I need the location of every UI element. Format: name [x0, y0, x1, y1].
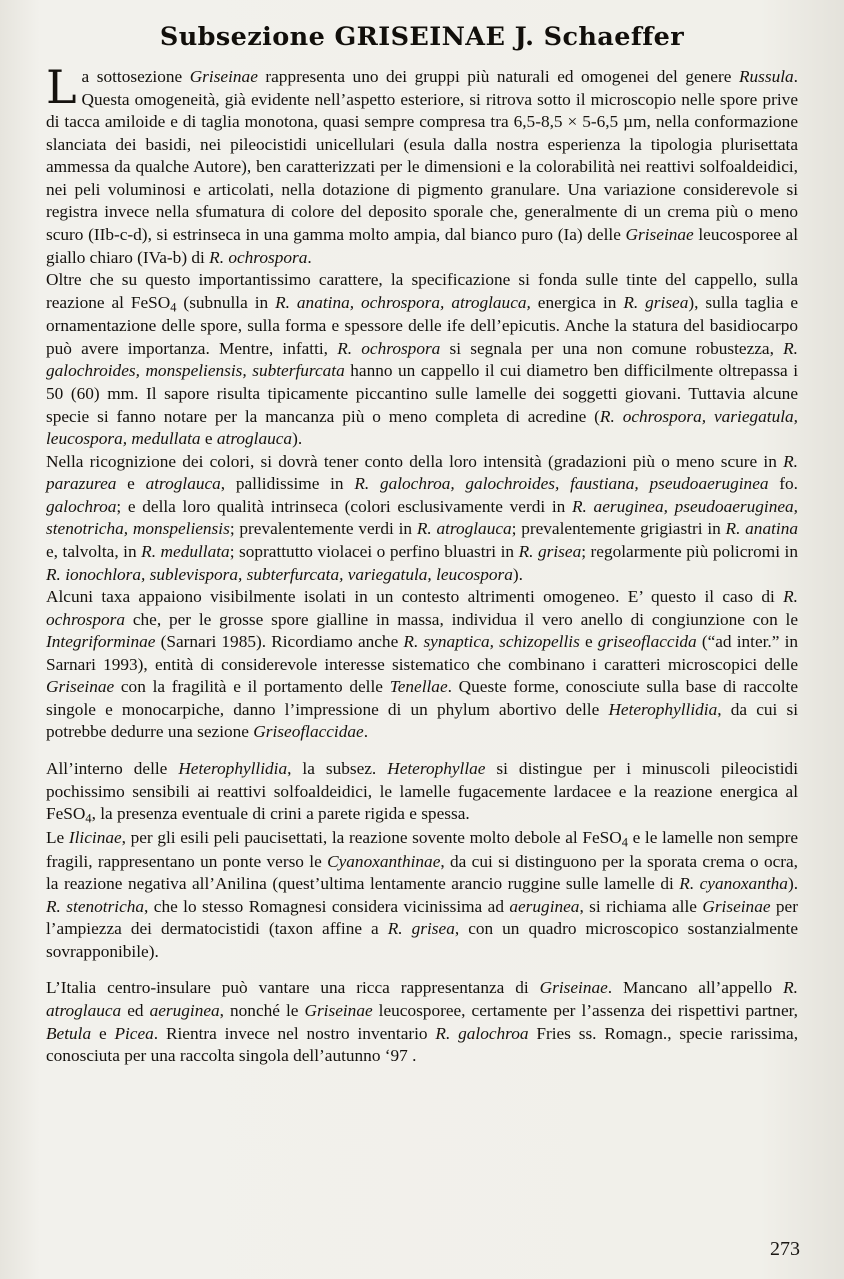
paragraph-2	[46, 269, 798, 451]
paragraph-6-text: Le Ilicinae, per gli esili peli paucisettati, la reazione sovente molto debole al FeSO$_4$ e le lamelle non sempre fragili, rappresentano un ponte verso le Cyanoxanthinae, da cui si distinguono per la sporata crema o ocra, la reazione negativa all’Anilina (quest’ultima lentamente arancio ruggine sulle lamelle di R. cyanoxantha). R. stenotricha, che lo stesso Romagnesi considera vicinissima ad aeruginea, si richiama alle Griseinae per l’ampiezza dei dermatocistidi (taxon affine a R. grisea, con un quadro microscopico sostanzialmente sovrapponibile).	[46, 827, 799, 961]
paragraph-7-text: L’Italia centro-insulare può vantare una ricca rappresentanza di Griseinae. Mancano all’appello R. atroglauca ed aeruginea, nonché le Griseinae leucosporee, certamente per l’assenza dei rispettivi partner, Betula e Picea. Rientra invece nel nostro inventario R. galochroa Fries ss. Romagn., specie rarissima, conosciuta per una raccolta singola dell’autunno ‘97 .	[46, 978, 799, 1066]
paragraph-4-text: Alcuni taxa appaiono visibilmente isolati in un contesto altrimenti omogeneo. E’ questo il caso di R. ochrospora che, per le grosse spore gialline in massa, individua il vero anello di congiunzione con le Integriforminae (Sarnari 1985). Ricordiamo anche R. synaptica, schizopellis e griseoflaccida (“ad inter.” in Sarnari 1993), entità di considerevole interesse sistematico che combinano i caratteri microscopici delle Griseinae con la fragilità e il portamento delle Tenellae. Queste forme, conosciute sulla base di raccolte singole e monocarpiche, danno l’impressione di un phylum abortivo delle Heterophyllidia, da cui si potrebbe dedurre una sezione Griseoflaccidae.	[46, 587, 799, 742]
paragraph-5	[46, 758, 798, 827]
drop-cap: L	[46, 60, 77, 114]
paragraph-7	[46, 977, 798, 1067]
page-title: Subsezione GRISEINAE J. Schaeffer	[159, 22, 685, 52]
paragraph-1	[46, 60, 799, 269]
paragraph-3-text: Nella ricognizione dei colori, si dovrà tener conto della loro intensità (gradazioni più o meno scure in R. parazurea e atroglauca, pallidissime in R. galochroa, galochroides, faustiana, pseudoaeruginea fo. galochroa; e della loro qualità intrinseca (colori esclusivamente verdi in R. aeruginea, pseudoaeruginea, stenotricha, monspeliensis; prevalentemente verdi in R. atroglauca; prevalentemente grigiastri in R. anatina e, talvolta, in R. medullata; soprattutto violacei o perfino bluastri in R. grisea; regolarmente più policromi in R. ionochlora, sublevispora, subterfurcata, variegatula, leucospora).	[46, 451, 798, 584]
paragraph-2-text: Oltre che su questo importantissimo carattere, la specificazione si fonda sulle tinte del cappello, sulla reazione al FeSO$_4$ (subnulla in R. anatina, ochrospora, atroglauca, energica in R. grisea), sulla taglia e ornamentazione delle spore, sulla forma e spessore delle ife dell’epicutis. Anche la statura del basidiocarpo può avere importanza. Mentre, infatti, R. ochrospora si segnala per una non comune robustezza, R. galochroides, monspeliensis, subterfurcata hanno un cappello il cui diametro ben difficilmente oltrepassa i 50 (60) mm. Il sapore risulta tipicamente piccantino sulle lamelle dei soggetti giovani. Tuttavia alcune specie si fanno notare per la mancanza più o meno completa di acredine (R. ochrospora, variegatula, leucospora, medullata e atroglauca).	[46, 270, 799, 449]
paragraph-5-text: All’interno delle Heterophyllidia, la subsez. Heterophyllae si distingue per i minuscoli pileocistidi pochissimo sensibili ai reattivi solfoaldeidici, le lamelle fugacemente lardacee e la reazione energica al FeSO$_4$, la presenza eventuale di crini a parete rigida e spessa.	[46, 759, 799, 826]
body-text-column	[46, 60, 799, 1068]
page-number: 273	[770, 1238, 800, 1260]
paragraph-6	[46, 827, 798, 964]
paragraph-4	[46, 586, 798, 744]
paragraph-1-text: a sottosezione Griseinae rappresenta uno dei gruppi più naturali ed omogenei del genere Russula. Questa omogeneità, già evidente nell’aspetto esteriore, si ritrova sotto il microscopio nelle spore prive di tacca amiloide e di taglia monotona, quasi sempre compresa tra 6,5-8,5 × 5-6,5 µm, nella conformazione slanciata dei basidi, nei pileocistidi unicellulari (esula dalla nostra esperienza la tipologia plurisettata ammessa da qualche Autore), ben caratterizzati per le dimensioni e la colorabilità nei reattivi solfoaldeidici, nei peli voluminosi e articolati, nella dotazione di pigmento granulare. Una variazione considerevole si registra invece nella sfumatura di colore del deposito sporale che, generalmente di un crema più o meno scuro (IIb-c-d), si estrinseca in una gamma molto ampia, dal bianco puro (Ia) delle Griseinae leucosporee al giallo chiaro (IVa-b) di R. ochrospora.	[46, 67, 799, 267]
paragraph-3	[46, 451, 798, 586]
